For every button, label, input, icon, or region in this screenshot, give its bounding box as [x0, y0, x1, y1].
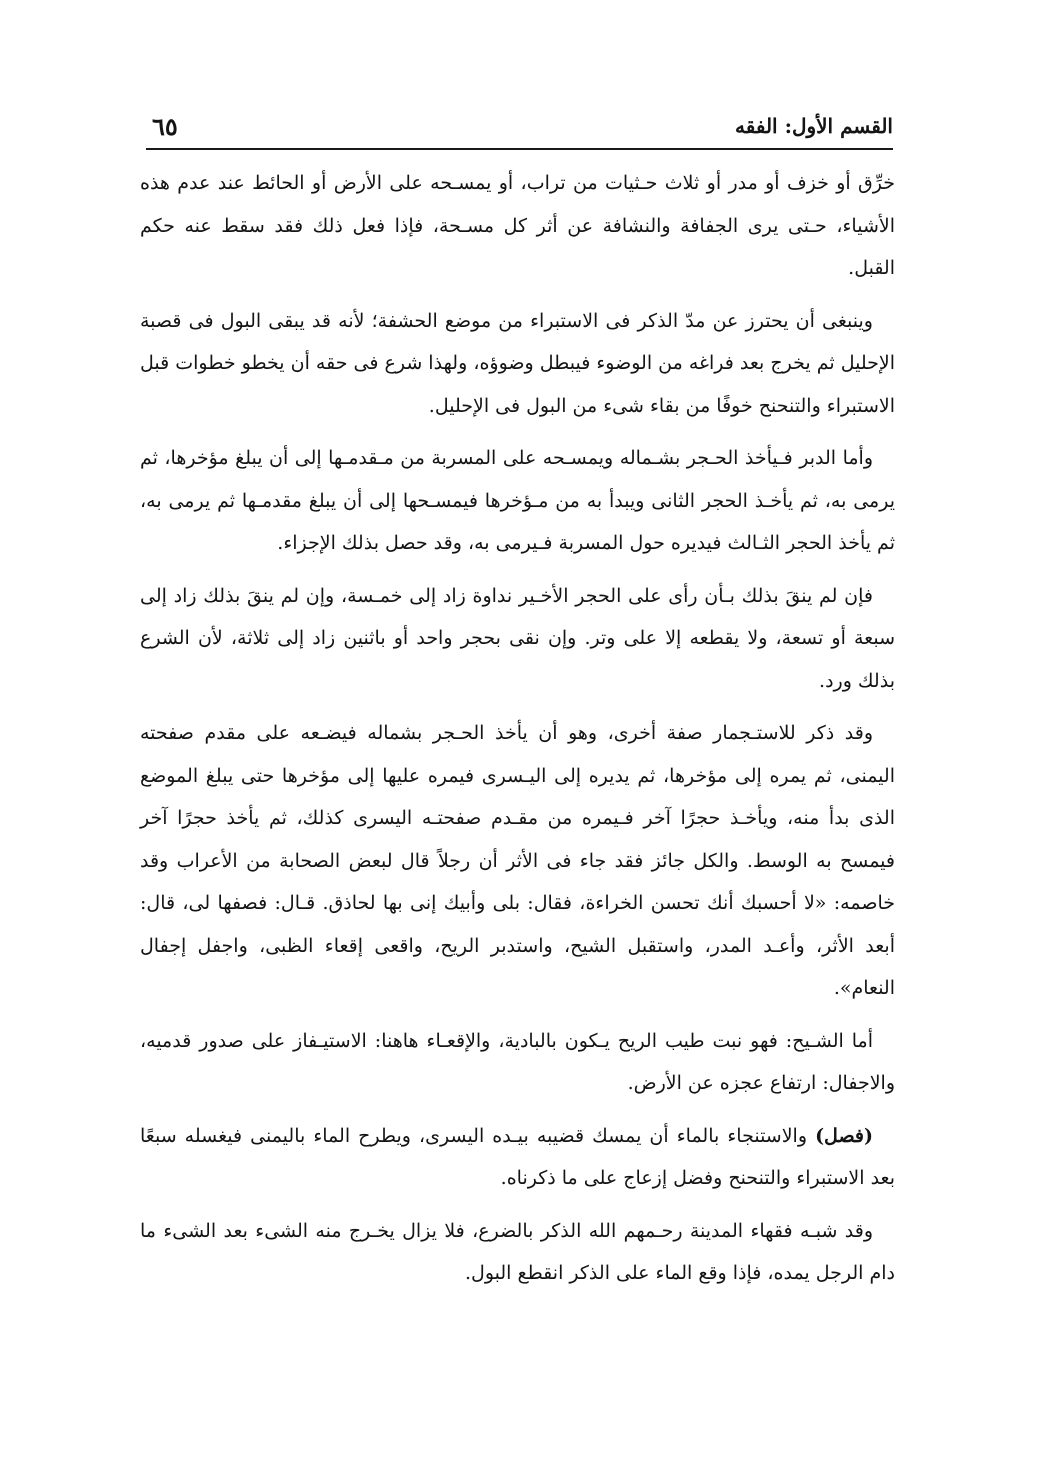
section-marker: (فصل) — [815, 1124, 873, 1147]
paragraph: فإن لم ينقَ بذلك بـأن رأى على الحجر الأخـير نداوة زاد إلى خمـسة، وإن لم ينقَ بذلك زاد إلى سبعة أو تسعة، ولا يقطعه إلا على وتر. وإن نقى بحجر واحد أو باثنين زاد إلى ثلاثة، لأن الشرع بذلك ورد. — [140, 584, 895, 692]
running-header — [148, 108, 893, 148]
section-title: القسم الأول: الفقه — [735, 114, 893, 138]
page-number: ٦٥ — [152, 112, 178, 141]
body-text — [140, 162, 895, 1305]
header-divider — [146, 148, 893, 150]
paragraph: خرِّق أو خزف أو مدر أو ثلاث حـثيات من تراب، أو يمسـحه على الأرض أو الحائط عند عدم هذه الأشياء، حـتى يرى الجفافة والنشافة عن أثر كل مسـحة، فإذا فعل ذلك فقد سقط عنه حكم القبل. — [140, 172, 895, 279]
paragraph: وقد ذكر للاستـجمار صفة أخرى، وهو أن يأخذ الحـجر بشماله فيضـعه على مقدم صفحته اليمنى، ثم يمره إلى مؤخرها، ثم يديره إلى اليـسرى فيمره عليها إلى مؤخرها حتى يبلغ الموضع الذى بدأ منه، ويأخـذ حجرًا آخر فـيمره من مقـدم صفحتـه اليسرى كذلك، ثم يأخذ حجرًا آخر فيمسح به الوسط. والكل جائز فقد جاء فى الأثر أن رجلاً قال لبعض الصحابة من الأعراب وقد خاصمه: «لا أحسبك أنك تحسن الخراءة، فقال: بلى وأبيك إنى بها لحاذق. قـال: فصفها لى، قال: أبعد الأثر، وأعـد المدر، واستقبل الشيح، واستدبر الريح، واقعى إقعاء الظبى، واجفل إجفال النعام». — [140, 722, 895, 999]
paragraph-text: والاستنجاء بالماء أن يمسك قضيبه بيـده اليسرى، ويطرح الماء باليمنى فيغسله سبعًا بعد الاستبراء والتنحنح وفضل إزعاج على ما ذكرناه. — [140, 1124, 895, 1189]
paragraph: وينبغى أن يحترز عن مدّ الذكر فى الاستبراء من موضع الحشفة؛ لأنه قد يبقى البول فى قصبة الإحليل ثم يخرج بعد فراغه من الوضوء فيبطل وضوؤه، ولهذا شرع فى حقه أن يخطو خطوات قبل الاستبراء والتنحنح خوفًا من بقاء شىء من البول فى الإحليل. — [140, 309, 895, 417]
paragraph: وقد شبـه فقهاء المدينة رحـمهم الله الذكر بالضرع، فلا يزال يخـرج منه الشىء بعد الشىء ما دام الرجل يمده، فإذا وقع الماء على الذكر انقطع البول. — [140, 1219, 895, 1284]
paragraph-fasl — [140, 1115, 895, 1200]
paragraph: أما الشـيح: فهو نبت طيب الريح يـكون بالبادية، والإقعـاء هاهنا: الاستيـفاز على صدور قدميه، والاجفال: ارتفاع عجزه عن الأرض. — [140, 1029, 895, 1094]
paragraph: وأما الدبر فـيأخذ الحـجر بشـماله ويمسـحه على المسربة من مـقدمـها إلى أن يبلغ مؤخرها، ثم يرمى به، ثم يأخـذ الحجر الثانى ويبدأ به من مـؤخرها فيمسـحها إلى أن يبلغ مقدمـها ثم يرمى به، ثم يأخذ الحجر الثـالث فيديره حول المسربة فـيرمى به، وقد حصل بذلك الإجزاء. — [140, 447, 895, 554]
